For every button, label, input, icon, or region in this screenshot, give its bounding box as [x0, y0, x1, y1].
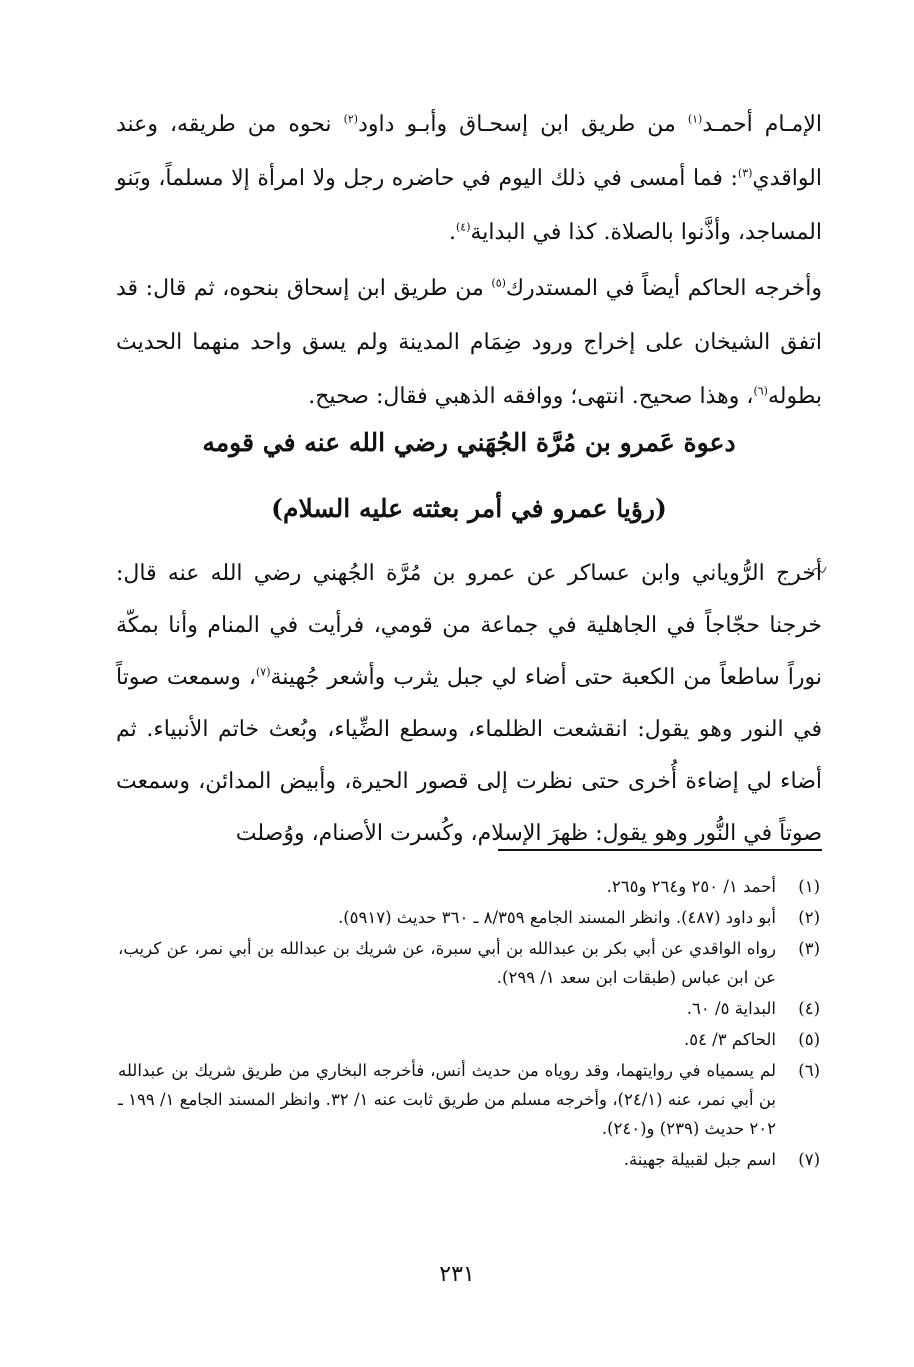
footnote-ref-1[interactable]: (١): [687, 112, 703, 126]
footnote-ref-5[interactable]: (٥): [491, 276, 506, 290]
footnote-divider: [498, 849, 822, 851]
paragraph-3-text-2: ، وسمعت صوتاً في النور وهو يقول: انقشعت الظلماء، وسطع الضِّياء، وبُعث خاتم الأنبياء. ثم أضاء لي إضاءة أُخرى حتى نظرت إلى قصور الحيرة، وأبيض المدائن، وسمعت صوتاً في النُّور وهو يقول: ظهرَ الإسلام، وكُسرت الأصنام، ووُصلت: [116, 665, 822, 846]
footnote-item: [118, 903, 824, 932]
footnotes-list: [118, 872, 824, 1176]
paragraph-1-text-3: نحوه من طريقه، وعند الواقدي: [116, 112, 822, 191]
footnote-number: (٧): [798, 1150, 820, 1169]
footnote-number: (٤): [798, 999, 820, 1018]
paragraph-1: [116, 98, 822, 260]
footnote-item: [118, 1056, 824, 1143]
footnote-number: (١): [798, 877, 820, 896]
paragraph-2: [116, 262, 822, 424]
paragraph-3-text-1: أخرج الرُّوياني وابن عساكر عن عمرو بن مُرَّة الجُهني رضي الله عنه قال: خرجنا حجّاجاً في الجاهلية في جماعة من قومي، فرأيت في المنام وأنا بمكّة نوراً ساطعاً من الكعبة حتى أضاء لي جبل يثرب وأشعر جُهينة: [116, 561, 822, 690]
footnote-ref-7[interactable]: (٧): [255, 665, 271, 679]
footnote-ref-6[interactable]: (٦): [753, 384, 768, 398]
footnote-item: [118, 934, 824, 992]
footnote-ref-3[interactable]: (٣): [737, 166, 753, 180]
footnote-text: البداية ٥/ ٦٠.: [686, 999, 776, 1018]
paragraph-1-text-5: .: [449, 220, 456, 245]
page-number: ٢٣١: [439, 1262, 475, 1287]
paragraph-1-text-2: من طريق ابن إسحـاق وأبـو داود: [358, 112, 688, 137]
footnote-text: أبو داود (٤٨٧). وانظر المسند الجامع ٨/٣٥٩ ـ ٣٦٠ حديث (٥٩١٧).: [337, 908, 776, 927]
footnote-text: رواه الواقدي عن أبي بكر بن عبدالله بن أبي سبرة، عن شريك بن عبدالله بن أبي نمر، عن كريب، عن ابن عباس (طبقات ابن سعد ١/ ٢٩٩).: [118, 939, 776, 987]
footnote-ref-2[interactable]: (٢): [343, 112, 359, 126]
paragraph-2-text-3: ، وهذا صحيح. انتهى؛ ووافقه الذهبي فقال: صحيح.: [308, 384, 754, 409]
paragraph-2-text-1: وأخرجه الحاكم أيضاً في المستدرك: [505, 276, 822, 301]
footnote-number: (٣): [798, 939, 820, 958]
footnote-ref-4[interactable]: (٤): [456, 220, 471, 234]
footnote-number: (٦): [798, 1061, 820, 1080]
paragraph-1-text-4: : فما أمسى في ذلك اليوم في حاضره رجل ولا امرأة إلا مسلماً، وبَنو المساجد، وأذَّنوا بالصلاة. كذا في البداية: [116, 166, 822, 245]
footnote-item: [118, 872, 824, 901]
footnote-item: [118, 1025, 824, 1054]
footnote-text: الحاكم ٣/ ٥٤.: [683, 1030, 776, 1049]
footnote-number: (٢): [798, 908, 820, 927]
section-heading: دعوة عَمرو بن مُرَّة الجُهَني رضي الله عنه في قومه: [202, 428, 736, 457]
paragraph-3: [116, 548, 822, 860]
footnote-item: [118, 1145, 824, 1174]
section-subheading: (رؤيا عمرو في أمر بعثته عليه السلام): [271, 494, 667, 523]
paragraph-1-text-1: الإمـام أحمـد: [702, 112, 823, 137]
footnote-text: لم يسمياه في روايتهما، وقد روياه من حديث أنس، فأخرجه البخاري من طريق شريك بن عبدالله بن أبي نمر، عنه (٢٤/١)، وأخرجه مسلم من طريق ثابت عنه ١/ ٣٢. وانظر المسند الجامع ١/ ١٩٩ ـ ٢٠٢ حديث (٢٣٩) و(٢٤٠).: [118, 1061, 776, 1138]
footnote-text: اسم جبل لقبيلة جهينة.: [623, 1150, 776, 1169]
footnote-number: (٥): [798, 1030, 820, 1049]
footnote-text: أحمد ١/ ٢٥٠ و٢٦٤ و٢٦٥.: [606, 877, 776, 896]
paragraph-2-text-2: من طريق ابن إسحاق بنحوه، ثم قال: قد اتفق الشيخان على إخراج ورود ضِمَام المدينة ولم يسق واحد منهما الحديث بطوله: [116, 276, 822, 409]
footnote-item: [118, 994, 824, 1023]
